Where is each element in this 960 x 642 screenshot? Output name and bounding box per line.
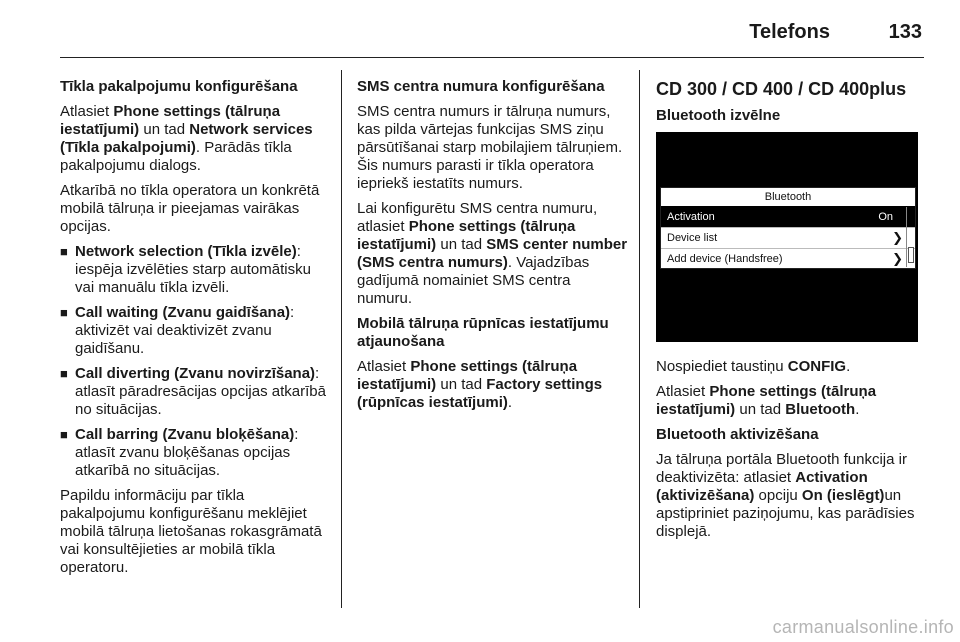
menu-item-add-device: Add device (Handsfree) ❯	[661, 248, 915, 269]
bullet-icon: ■	[60, 244, 68, 259]
network-services-heading: Tīkla pakalpojumu konfigurēšana	[60, 78, 298, 95]
chevron-right-icon: ❯	[892, 251, 903, 266]
factory-reset-heading: Mobilā tālruņa rūpnīcas iestatījumu atjaunošana	[357, 315, 609, 350]
config-step: Nospiediet taustiņu CONFIG.	[656, 358, 851, 375]
bluetooth-menu-subtitle: Bluetooth izvēlne	[656, 107, 781, 124]
bluetooth-activation-heading: Bluetooth aktivizēšana	[656, 426, 819, 443]
display-panel	[660, 187, 916, 269]
section-title: Telefons	[749, 21, 830, 43]
chevron-right-icon: ❯	[892, 230, 903, 245]
network-options-text: Atkarībā no tīkla operatora un konkrētā mobilā tālruņa ir pieejamas vairākas opcijas.	[60, 182, 320, 235]
network-more-info: Papildu informāciju par tīkla pakalpojumu konfigurēšanu meklējiet mobilā tālruņa lietošanas rokasgrāmatā vai konsultējieties ar mobilā tīkla operatoru.	[60, 487, 322, 576]
menu-item-device-list: Device list ❯	[661, 227, 915, 248]
sms-center-heading: SMS centra numura konfigurēšana	[357, 78, 605, 95]
list-item: ■ Call diverting (Zvanu novirzīšana): atlasīt pāradresācijas opcijas atkarībā no situācijas.	[60, 365, 326, 418]
column-3	[656, 78, 926, 548]
scrollbar-icon	[906, 207, 913, 267]
bluetooth-select-step: Atlasiet Phone settings (tālruņa iestatījumi) un tad Bluetooth.	[656, 383, 877, 418]
sms-center-steps: Lai konfigurētu SMS centra numuru, atlasiet Phone settings (tālruņa iestatījumi) un tad SMS center number (SMS centra numurs). Vajadzības gadījumā nomainiet SMS centra numuru.	[357, 200, 628, 307]
column-divider-1	[341, 70, 342, 608]
factory-reset-steps: Atlasiet Phone settings (tālruņa iestatījumi) un tad Factory settings (rūpnīcas iestatījumi).	[357, 358, 603, 411]
list-item: ■ Call barring (Zvanu bloķēšana): atlasīt zvanu bloķēšanas opcijas atkarībā no situācijas.	[60, 426, 299, 479]
sms-center-desc: SMS centra numurs ir tālruņa numurs, kas pilda vārtejas funkcijas SMS ziņu pārsūtīšanai starp mobilajiem tālruņiem. Šis numurs parasti ir tīkla operatora iepriekš iestatīts numurs.	[357, 103, 623, 192]
column-divider-2	[639, 70, 640, 608]
bullet-icon: ■	[60, 366, 68, 381]
bullet-icon: ■	[60, 427, 68, 442]
radio-models-title: CD 300 / CD 400 / CD 400plus	[656, 79, 907, 99]
header-divider	[60, 57, 924, 58]
bluetooth-activation-text: Ja tālruņa portāla Bluetooth funkcija ir deaktivizēta: atlasiet Activation (aktivizēšana) opciju On (ieslēgt)un apstipriniet paziņojumu, kas parādīsies displejā.	[656, 451, 915, 540]
network-services-intro: Atlasiet Phone settings (tālruņa iestatījumi) un tad Network services (Tīkla pakalpojumi). Parādās tīkla pakalpojumu dialogs.	[60, 103, 313, 174]
page-number: 133	[888, 21, 922, 43]
bullet-icon: ■	[60, 305, 68, 320]
list-item: ■ Network selection (Tīkla izvēle): iespēja izvēlēties starp automātisku vai manuālu tīkla izvēli.	[60, 243, 311, 296]
activation-value: On	[878, 211, 893, 223]
network-options-list	[60, 243, 332, 480]
screen-title: Bluetooth	[764, 191, 812, 203]
column-1	[60, 78, 332, 584]
watermark: carmanualsonline.info	[772, 617, 954, 637]
bluetooth-screen-figure	[656, 132, 918, 342]
menu-item-activation: Activation On	[661, 206, 915, 227]
column-2	[357, 78, 629, 419]
list-item: ■ Call waiting (Zvanu gaidīšana): aktivizēt vai deaktivizēt zvanu gaidīšanu.	[60, 304, 295, 357]
